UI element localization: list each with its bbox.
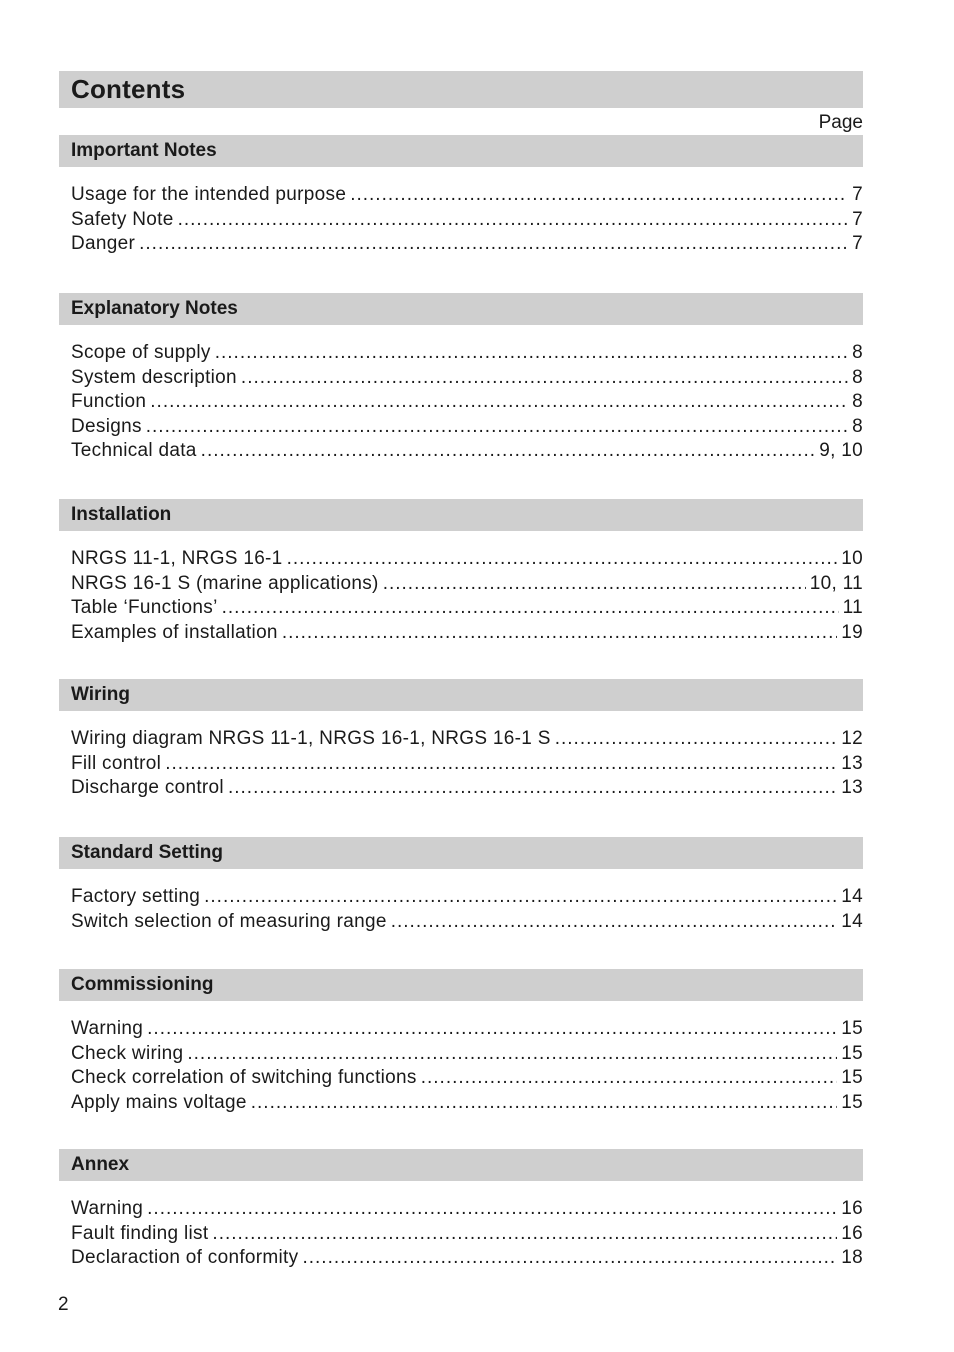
section-heading: Important Notes bbox=[59, 135, 863, 167]
toc-section bbox=[59, 837, 863, 934]
toc-entry bbox=[71, 1091, 863, 1116]
toc-entry-label: Warning bbox=[71, 1018, 144, 1039]
toc-entry-label: System description bbox=[71, 366, 237, 388]
toc-entry-page: 12 bbox=[841, 728, 863, 749]
dot-leader bbox=[187, 1042, 837, 1067]
section-heading: Annex bbox=[59, 1149, 863, 1181]
toc-entry-page: 16 bbox=[841, 1222, 863, 1244]
toc-entry bbox=[71, 232, 863, 257]
dot-leader bbox=[146, 415, 848, 440]
toc-entry-label: Discharge control bbox=[71, 777, 224, 799]
dot-leader bbox=[150, 390, 848, 415]
toc-section bbox=[59, 1149, 863, 1271]
toc-entry-label: Factory setting bbox=[71, 886, 201, 907]
toc-entry bbox=[71, 208, 863, 233]
toc-entry-page: 7 bbox=[852, 184, 863, 205]
toc-entry-page: 14 bbox=[841, 886, 863, 907]
toc-entry-label: Declaraction of conformity bbox=[71, 1247, 299, 1269]
toc-entry bbox=[71, 752, 863, 777]
toc-entry bbox=[71, 1246, 863, 1271]
toc-section bbox=[59, 293, 863, 464]
toc-entry-label: NRGS 11-1, NRGS 16-1 bbox=[71, 548, 283, 569]
toc-entry bbox=[71, 621, 863, 646]
toc-entry-label: Warning bbox=[71, 1198, 144, 1219]
dot-leader bbox=[204, 885, 837, 910]
toc-entry-label: NRGS 16-1 S (marine applications) bbox=[71, 572, 379, 594]
dot-leader bbox=[555, 727, 838, 752]
toc-entry-label: Switch selection of measuring range bbox=[71, 910, 387, 932]
toc-entry bbox=[71, 1222, 863, 1247]
dot-leader bbox=[287, 547, 838, 572]
toc-section bbox=[59, 679, 863, 801]
toc-entry bbox=[71, 776, 863, 801]
dot-leader bbox=[383, 572, 806, 597]
dot-leader bbox=[350, 183, 848, 208]
dot-leader bbox=[302, 1246, 837, 1271]
toc-entry-list bbox=[59, 1197, 863, 1271]
toc-entry-page: 10, 11 bbox=[809, 572, 863, 594]
toc-entry-page: 9, 10 bbox=[819, 440, 863, 462]
toc-entry bbox=[71, 1066, 863, 1091]
toc-entry-label: Scope of supply bbox=[71, 342, 211, 363]
contents-title-bar bbox=[59, 71, 863, 108]
toc-entry-label: Function bbox=[71, 391, 147, 413]
dot-leader bbox=[421, 1066, 838, 1091]
dot-leader bbox=[241, 366, 848, 391]
toc-entry-label: Fill control bbox=[71, 752, 162, 774]
toc-entry-label: Technical data bbox=[71, 440, 197, 462]
toc-entry-label: Examples of installation bbox=[71, 621, 278, 643]
toc-section bbox=[59, 135, 863, 257]
toc-entry-label: Usage for the intended purpose bbox=[71, 184, 347, 205]
toc-entry-list bbox=[59, 1017, 863, 1115]
toc-entry bbox=[71, 727, 863, 752]
toc-entry-page: 7 bbox=[852, 233, 863, 255]
dot-leader bbox=[391, 910, 838, 935]
toc-entry-list bbox=[59, 341, 863, 464]
toc-entry bbox=[71, 366, 863, 391]
toc-entry bbox=[71, 341, 863, 366]
toc-entry-page: 18 bbox=[841, 1247, 863, 1269]
toc-entry bbox=[71, 439, 863, 464]
toc-entry-page: 15 bbox=[841, 1067, 863, 1089]
toc-entry-page: 8 bbox=[852, 342, 863, 363]
toc-entry-page: 8 bbox=[852, 366, 863, 388]
section-heading: Explanatory Notes bbox=[59, 293, 863, 325]
toc-entry-label: Check wiring bbox=[71, 1042, 184, 1064]
toc-entry bbox=[71, 1197, 863, 1222]
toc-entry-page: 15 bbox=[841, 1042, 863, 1064]
toc-entry bbox=[71, 596, 863, 621]
dot-leader bbox=[147, 1197, 837, 1222]
toc-entry-page: 7 bbox=[852, 208, 863, 230]
dot-leader bbox=[228, 776, 837, 801]
toc-entry bbox=[71, 547, 863, 572]
toc-entry-page: 13 bbox=[841, 752, 863, 774]
toc-entry bbox=[71, 885, 863, 910]
page-title: Contents bbox=[71, 74, 186, 104]
dot-leader bbox=[178, 208, 849, 233]
toc-entry-label: Check correlation of switching functions bbox=[71, 1067, 417, 1089]
toc-entry-page: 16 bbox=[841, 1198, 863, 1219]
toc-entry-list bbox=[59, 183, 863, 257]
dot-leader bbox=[201, 439, 816, 464]
dot-leader bbox=[165, 752, 837, 777]
toc-entry bbox=[71, 572, 863, 597]
section-heading: Installation bbox=[59, 499, 863, 531]
toc-entry-page: 10 bbox=[841, 548, 863, 569]
toc-section bbox=[59, 969, 863, 1115]
toc-entry-page: 15 bbox=[841, 1091, 863, 1113]
toc-entry-label: Safety Note bbox=[71, 208, 174, 230]
toc-entry-page: 15 bbox=[841, 1018, 863, 1039]
section-heading: Wiring bbox=[59, 679, 863, 711]
dot-leader bbox=[282, 621, 837, 646]
dot-leader bbox=[147, 1017, 837, 1042]
toc-entry-page: 11 bbox=[842, 597, 863, 619]
page-column-label: Page bbox=[818, 112, 863, 133]
section-heading: Commissioning bbox=[59, 969, 863, 1001]
dot-leader bbox=[212, 1222, 837, 1247]
toc-entry-label: Apply mains voltage bbox=[71, 1091, 247, 1113]
dot-leader bbox=[222, 596, 839, 621]
dot-leader bbox=[251, 1091, 838, 1116]
dot-leader bbox=[139, 232, 848, 257]
toc-entry bbox=[71, 390, 863, 415]
toc-entry-label: Fault finding list bbox=[71, 1222, 209, 1244]
toc-entry-page: 19 bbox=[841, 621, 863, 643]
toc-entry-list bbox=[59, 727, 863, 801]
toc-entry-page: 8 bbox=[852, 391, 863, 413]
toc-entry bbox=[71, 1017, 863, 1042]
toc-entry bbox=[71, 910, 863, 935]
toc-entry bbox=[71, 183, 863, 208]
toc-entry-label: Table ‘Functions’ bbox=[71, 597, 218, 619]
toc-entry-list bbox=[59, 547, 863, 645]
section-heading: Standard Setting bbox=[59, 837, 863, 869]
toc-entry-label: Designs bbox=[71, 415, 142, 437]
toc-entry bbox=[71, 1042, 863, 1067]
toc-entry-list bbox=[59, 885, 863, 934]
toc-entry-label: Danger bbox=[71, 233, 136, 255]
toc-entry-label: Wiring diagram NRGS 11-1, NRGS 16-1, NRGS 16-1 S bbox=[71, 728, 551, 749]
footer-page-number: 2 bbox=[58, 1294, 69, 1315]
toc-entry-page: 14 bbox=[841, 910, 863, 932]
toc-entry-page: 13 bbox=[841, 777, 863, 799]
toc-entry-page: 8 bbox=[852, 415, 863, 437]
toc-section bbox=[59, 499, 863, 645]
toc-entry bbox=[71, 415, 863, 440]
dot-leader bbox=[215, 341, 848, 366]
